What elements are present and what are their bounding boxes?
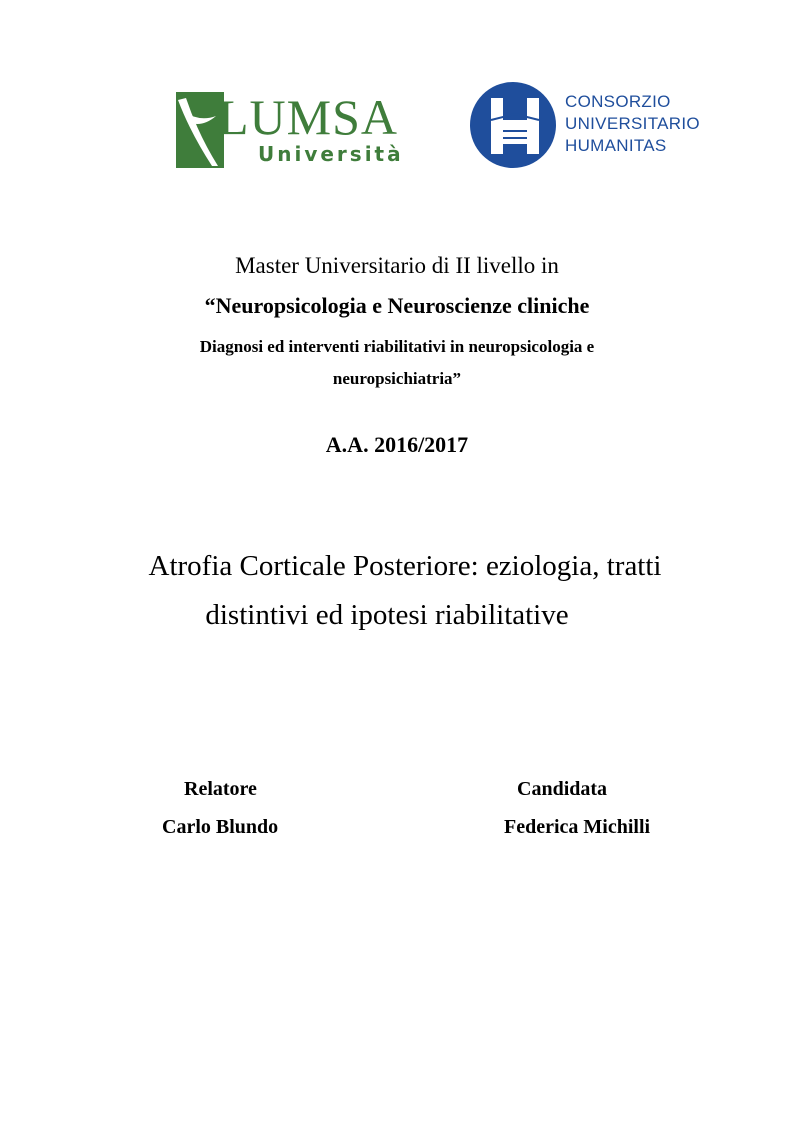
lumsa-wordmark: LUMSA: [218, 89, 399, 145]
course-title: “Neuropsicologia e Neuroscienze cliniche: [204, 293, 590, 318]
thesis-title-line-2: distintivi ed ipotesi riabilitative: [205, 599, 569, 631]
humanitas-line-3: HUMANITAS: [565, 136, 667, 155]
humanitas-line-1: CONSORZIO: [565, 92, 671, 111]
humanitas-logo: [469, 80, 709, 170]
candidate-name: Federica Michilli: [504, 816, 651, 838]
academic-year: A.A. 2016/2017: [325, 432, 469, 457]
course-subtitle-2: neuropsichiatria”: [332, 369, 462, 388]
lumsa-logo: [176, 89, 404, 170]
humanitas-emblem-icon: [469, 80, 557, 170]
thesis-title-line-1: Atrofia Corticale Posteriore: eziologia, tratti: [148, 550, 662, 582]
course-subtitle-1: Diagnosi ed interventi riabilitativi in neuropsicologia e: [199, 337, 595, 356]
lumsa-subtitle: Università: [258, 142, 404, 166]
supervisor-label: Relatore: [184, 778, 257, 800]
supervisor-name: Carlo Blundo: [162, 816, 279, 838]
humanitas-line-2: UNIVERSITARIO: [565, 114, 700, 133]
candidate-label: Candidata: [517, 778, 608, 800]
master-line: Master Universitario di II livello in: [235, 253, 559, 278]
lumsa-leaf-icon: [176, 92, 224, 170]
